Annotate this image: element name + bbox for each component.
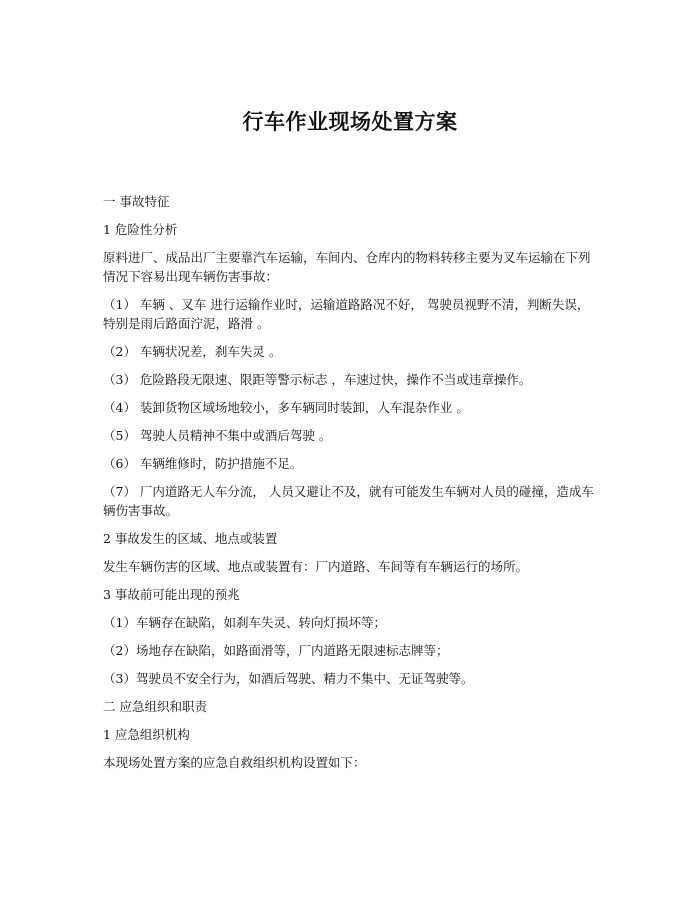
list-item: （1） 车辆 、叉车 进行运输作业时，运输道路路况不好， 驾驶员视野不清，判断失误， 特别是雨后路面泞泥，路滑 。 (103, 297, 590, 331)
list-item: （5） 驾驶人员精神不集中或酒后驾驶 。 (103, 428, 332, 443)
document-title: 行车作业现场处置方案 (242, 109, 458, 134)
paragraph: 原料进厂、成品出厂主要靠汽车运输，车间内、仓库内的物料转移主要为叉车运输在下列情况下容易出现车辆伤害事故： (103, 250, 591, 284)
subsection-heading: 1 危险性分析 (103, 222, 178, 237)
subsection-heading: 2 事故发生的区域、地点或装置 (103, 531, 278, 546)
subsection-heading: 1 应急组织机构 (103, 727, 190, 742)
list-item: （7） 厂内道路无人车分流， 人员又避让不及，就有可能发生车辆对人员的碰撞，造成车辆伤害事故。 (103, 484, 594, 518)
list-item: （3） 危险路段无限速、限距等警示标志 ，车速过快，操作不当或违章操作。 (103, 372, 532, 387)
subsection-heading: 3 事故前可能出现的预兆 (103, 587, 240, 602)
list-item: （6） 车辆维修时，防护措施不足。 (103, 456, 303, 471)
list-item: （2） 车辆状况差，刹车失灵 。 (103, 344, 282, 359)
paragraph: 发生车辆伤害的区域、地点或装置有：厂内道路、车间等有车辆运行的场所。 (103, 559, 529, 574)
section-heading: 二 应急组织和职责 (103, 699, 207, 714)
list-item: （3）驾驶员不安全行为，如酒后驾驶、精力不集中、无证驾驶等。 (103, 671, 474, 686)
section-heading: 一 事故特征 (103, 194, 170, 209)
list-item: （2）场地存在缺陷，如路面滑等，厂内道路无限速标志牌等； (103, 643, 449, 658)
document-body (103, 192, 601, 781)
list-item: （1）车辆存在缺陷，如刹车失灵、转向灯损坏等； (103, 615, 386, 630)
list-item: （4） 装卸货物区域场地较小，多车辆同时装卸，人车混杂作业 。 (103, 400, 469, 415)
paragraph: 本现场处置方案的应急自救组织机构设置如下： (103, 755, 366, 770)
